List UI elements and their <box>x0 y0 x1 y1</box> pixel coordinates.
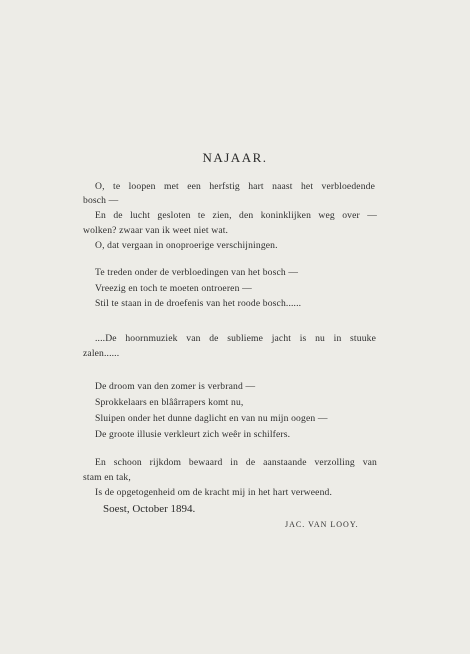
poem-line: Sluipen onder het dunne daglicht en van nu mijn oogen — <box>95 413 328 424</box>
poem-title: NAJAAR. <box>202 150 268 165</box>
poem-line: Is de opgetogenheid om de kracht mij in het hart verweend. <box>95 487 333 498</box>
poem-line: bosch — <box>83 195 119 206</box>
poem-date: Soest, October 1894. <box>103 503 196 515</box>
poem-line: stam en tak, <box>83 472 131 483</box>
poem-line: En de lucht gesloten te zien, den koninklijken weg over — <box>95 210 377 221</box>
poem-line: En schoon rijkdom bewaard in de aanstaande verzolling van <box>95 457 377 468</box>
poem-line: zalen...... <box>83 348 120 359</box>
author-signature: JAC. VAN LOOY. <box>285 520 359 529</box>
poem-line: ....De hoornmuziek van de sublieme jacht is nu in stuuke <box>95 333 376 344</box>
poem-line: De droom van den zomer is verbrand — <box>95 381 256 392</box>
poem-line: Vreezig en toch te moeten ontroeren — <box>95 283 252 294</box>
poem-line: O, te loopen met een herfstig hart naast het verbloedende <box>95 181 375 192</box>
poem-line: wolken? zwaar van ik weet niet wat. <box>83 225 229 236</box>
poem-line: O, dat vergaan in onoproerige verschijningen. <box>95 240 278 251</box>
poem-line: Stil te staan in de droefenis van het roode bosch...... <box>95 298 302 309</box>
poem-line: Sprokkelaars en blâârrapers komt nu, <box>95 397 244 408</box>
poem-line: De groote illusie verkleurt zich weêr in schilfers. <box>95 429 291 440</box>
poem-line: Te treden onder de verbloedingen van het bosch — <box>95 267 299 278</box>
